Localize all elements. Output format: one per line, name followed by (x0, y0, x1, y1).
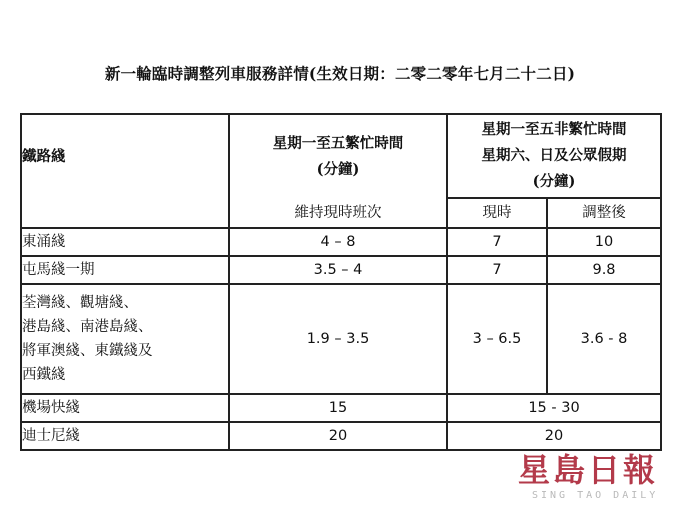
peak-value: 3.5 – 4 (229, 256, 447, 284)
table-row (21, 256, 661, 284)
table-row (21, 284, 661, 394)
subheader-row (21, 198, 661, 228)
header-peak (229, 114, 447, 198)
offpeak-value: 15 - 30 (447, 394, 661, 422)
subheader-peak: 維持現時班次 (229, 198, 447, 228)
logo-char: 報 (623, 451, 656, 489)
peak-value: 20 (229, 422, 447, 450)
header-railway-line: 鐵路綫 (21, 114, 229, 198)
railway-line-name: 機場快綫 (21, 394, 229, 422)
current-value: 7 (447, 256, 547, 284)
logo-char: 星 (518, 451, 551, 489)
adjusted-value: 3.6 - 8 (547, 284, 661, 394)
table-row (21, 228, 661, 256)
subheader-current: 現時 (447, 198, 547, 228)
header-offpeak-unit: (分鐘) (532, 173, 576, 190)
peak-value: 1.9 – 3.5 (229, 284, 447, 394)
adjusted-value: 10 (547, 228, 661, 256)
peak-value: 4 – 8 (229, 228, 447, 256)
newspaper-logo (518, 452, 655, 488)
header-offpeak-title: 星期一至五非繁忙時間 (481, 121, 627, 138)
service-table (20, 113, 662, 451)
header-peak-unit: (分鐘) (316, 160, 360, 178)
railway-line-name: 東涌綫 (21, 228, 229, 256)
header-offpeak-days: 星期六、日及公眾假期 (481, 147, 627, 164)
peak-value: 15 (229, 394, 447, 422)
subheader-adjusted: 調整後 (547, 198, 661, 228)
header-peak-title: 星期一至五繁忙時間 (272, 134, 404, 152)
header-offpeak (447, 114, 661, 198)
header-row (21, 114, 661, 198)
table-row (21, 394, 661, 422)
railway-line-name: 迪士尼綫 (21, 422, 229, 450)
railway-line-name: 屯馬綫一期 (21, 256, 229, 284)
adjusted-value: 9.8 (547, 256, 661, 284)
header-blank (21, 198, 229, 228)
current-value: 3 – 6.5 (447, 284, 547, 394)
offpeak-value: 20 (447, 422, 661, 450)
page-title: 新一輪臨時調整列車服務詳情(生效日期：二零二零年七月二十二日) (104, 64, 576, 83)
logo-subtitle: SING TAO DAILY (532, 490, 659, 501)
table-row (21, 422, 661, 450)
logo-char: 日 (588, 451, 621, 489)
logo-char: 島 (553, 451, 586, 489)
railway-line-name: 荃灣綫、觀塘綫、 港島綫、南港島綫、 將軍澳綫、東鐵綫及 西鐵綫 (21, 284, 229, 394)
current-value: 7 (447, 228, 547, 256)
